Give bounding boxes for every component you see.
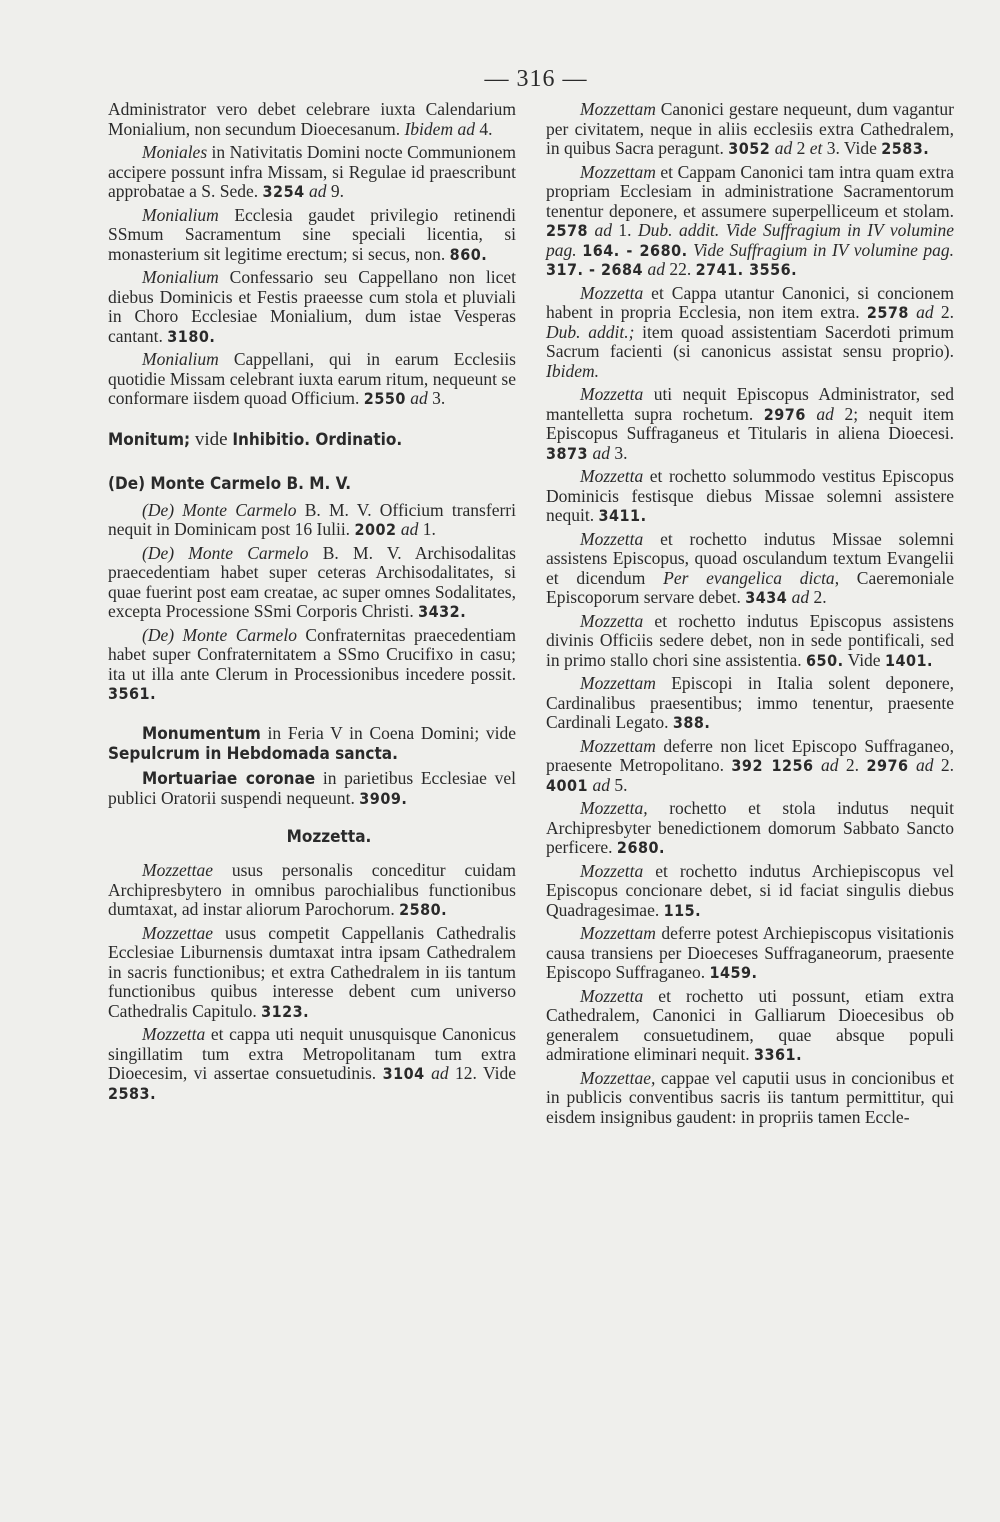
right-entry: Mozzettam Episcopi in Italia solent deponere, Cardinalibus praesentibus; immo tenentur, praesente Cardinali Legato. 388. (546, 673, 954, 732)
right-entry: Mozzettam deferre potest Archiepiscopus visitationis causa transiens per Dioeceses Suffraganeorum, praesente Episcopo Suffraganeo. 1459. (546, 923, 954, 982)
left-entry: Monialium Ecclesia gaudet privilegio retinendi SSmum Sacramentum sine speciali licentia, si monasterium sit legitime erectum; si secus, non. 860. (108, 204, 516, 264)
right-entry: Mozzetta et rochetto uti possunt, etiam extra Cathedralem, Canonici in Galliarum Dioecesibus ob generalem consuetudinem, quae absque populi admiratione eliminari nequit. 3361. (546, 985, 954, 1064)
section-gap (108, 413, 516, 429)
left-entry: Mozzetta et cappa uti nequit unusquisque Canonicus singillatim tum extra Metropolitanam tum extra Dioecesim, vi assertae consuetudinis. 3104 ad 12. Vide 2583. (108, 1024, 517, 1103)
left-heading: (De) Monte Carmelo B. M. V. (108, 473, 352, 494)
right-entry: Mozzetta uti nequit Episcopus Administrator, sed mantelletta supra rochetum. 2976 ad 2; nequit item Episcopus Suffraganeus et Titularis in aliena Dioecesi. 3873 ad 3. (546, 384, 955, 463)
left-entry: Mozzettae usus personalis conceditur cuidam Archipresbytero in omnibus parochialibus functionibus dumtaxat, ad instar aliorum Parochorum. 2580. (108, 860, 516, 919)
right-entry: Mozzetta et Cappa utantur Canonici, si concionem habent in propria Ecclesia, non item extra. 2578 ad 2. Dub. addit.; item quoad assistentiam Sacerdoti primum Sacrum facienti (si canonicus assistat sensu proprio). Ibidem. (546, 282, 955, 381)
section-gap (108, 457, 516, 473)
right-entry: Mozzettam deferre non licet Episcopo Suffraganeo, praesente Metropolitano. 392 1256 ad 2. 2976 ad 2. 4001 ad 5. (546, 735, 954, 795)
left-entry: (De) Monte Carmelo Confraternitas praecedentiam habet super Confraternitatem a SSmo Crucifixo in casu; ita ut illa ante Clerum in Processionibus incedere possit. 3561. (108, 624, 516, 703)
right-column (546, 100, 954, 1131)
right-entry: Mozzetta et rochetto solummodo vestitus Episcopus Dominicis festisque diebus Missae solemni assistere nequit. 3411. (546, 466, 954, 525)
right-entry: Mozzetta et rochetto indutus Episcopus assistens divinis Officiis sedere debet, non in sede pontificali, sed in primo stallo chori sine assistentia. 650. Vide 1401. (546, 610, 954, 670)
left-entry: Mortuariae coronae in parietibus Ecclesiae vel publici Oratorii suspendi nequeunt. 3909. (108, 767, 517, 808)
left-entry: (De) Monte Carmelo B. M. V. Officium transferri nequit in Dominicam post 16 Iulii. 2002 ad 1. (108, 499, 516, 539)
left-heading: Monitum; vide Inhibitio. Ordinatio. (108, 428, 403, 450)
left-entry: Monialium Cappellani, qui in earum Ecclesiis quotidie Missam celebrant iuxta earum ritum, nequeunt se conformare iisdem quoad Officium. 2550 ad 3. (108, 349, 516, 408)
right-entry: Mozzettam Canonici gestare nequeunt, dum vagantur per civitatem, neque in aliis ecclesiis extra Cathedralem, in quibus Sacra peragunt. 3052 ad 2 et 3. Vide 2583. (546, 99, 954, 158)
left-entry: Monialium Confessario seu Cappellano non licet diebus Dominicis et Festis praeesse cum stola et pluviali in Choro Ecclesiae Monialium, dum istae Vesperas cantant. 3180. (108, 267, 516, 346)
section-gap (108, 708, 516, 724)
page-number: — 316 — (484, 66, 588, 92)
right-entry: Mozzetta et rochetto indutus Archiepiscopus vel Episcopus concionare debet, si id faciat singulis diebus Quadragesimae. 115. (546, 860, 954, 920)
right-entry: Mozzetta, rochetto et stola indutus nequit Archipresbyter benedictionem domorum Sabbato Sancto perficere. 2680. (546, 798, 954, 857)
left-entry: Monumentum in Feria V in Coena Domini; vide Sepulcrum in Hebdomada sancta. (108, 722, 516, 764)
left-entry: Moniales in Nativitatis Domini nocte Communionem accipere possunt infra Missam, si Regulae id praescribunt approbatae a S. Sede. 3254 ad 9. (108, 142, 516, 201)
right-entry: Mozzetta et rochetto indutus Missae solemni assistens Episcopus, quoad osculandum textum Evangelii et dicendum Per evangelica dicta, Caeremoniale Episcoporum servare debet. 3434 ad 2. (546, 528, 954, 607)
left-entry: (De) Monte Carmelo B. M. V. Archisodalitas praecedentiam habet super ceteras Archisodalitates, si quae fuerint post eam creatae, ac super omnes Sodalitates, excepta Processione SSmi Corporis Christi. 3432. (108, 542, 516, 621)
left-entry: Administrator vero debet celebrare iuxta Calendarium Monialium, non secundum Dioecesanum. Ibidem ad 4. (108, 99, 516, 139)
left-entry: Mozzettae usus competit Cappellanis Cathedralis Ecclesiae Liburnensis dumtaxat intra ipsam Cathedralem in sacris functionibus; et extra Cathedralem in iis tantum functionibus quibus interesse debent cum universo Cathedralis Capitulo. 3123. (108, 922, 516, 1021)
right-entry: Mozzettae, cappae vel caputii usus in concionibus et in publicis conventibus sacris iis tantum permittitur, qui eisdem insignibus gaudent: in propriis tamen Ecclе- (546, 1067, 954, 1127)
left-column (108, 100, 516, 1107)
left-heading: Mozzetta. (286, 826, 372, 847)
right-entry: Mozzettam et Cappam Canonici tam intra quam extra propriam Ecclesiam in administratione Sacramentorum tenentur deponere, et assumere superpelliceum et stolam. 2578 ad 1. Dub. addit. Vide Suffragium in IV volumine pag. 164. - 2680. Vide Suffragium in IV volumine pag. 317. - 2684 ad 22. 2741. 3556. (546, 161, 955, 279)
